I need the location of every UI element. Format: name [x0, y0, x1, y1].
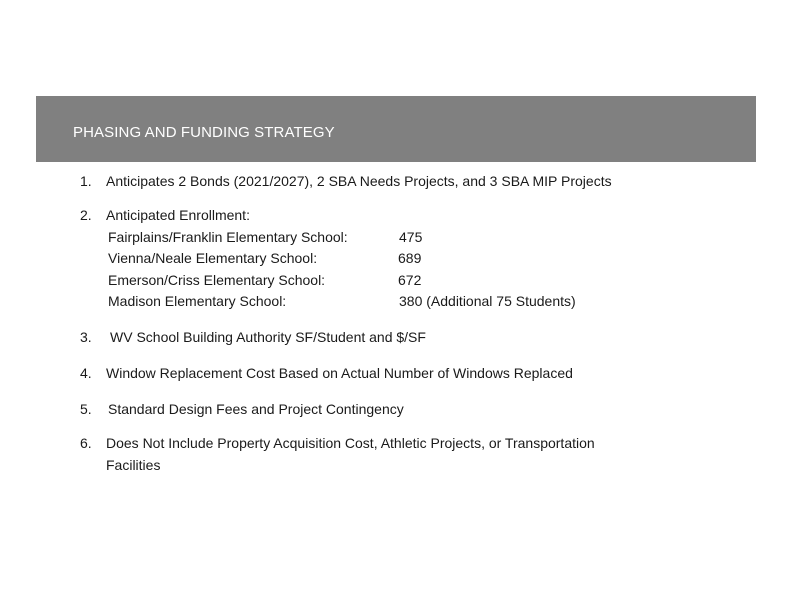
list-item-text-continued: Facilities — [106, 457, 161, 473]
enrollment-count: 689 — [398, 250, 422, 266]
header-banner — [36, 96, 756, 162]
list-item-number: 1. — [80, 173, 92, 189]
list-item-text: Anticipated Enrollment: — [106, 207, 250, 223]
list-item-number: 6. — [80, 435, 92, 451]
list-item-number: 2. — [80, 207, 92, 223]
page-title: PHASING AND FUNDING STRATEGY — [73, 124, 335, 141]
list-item-text: Standard Design Fees and Project Contingency — [108, 401, 404, 417]
list-item-number: 5. — [80, 401, 92, 417]
school-name: Emerson/Criss Elementary School: — [108, 272, 326, 288]
enrollment-count: 380 (Additional 75 Students) — [399, 293, 576, 309]
school-name: Madison Elementary School: — [108, 293, 287, 309]
enrollment-count: 475 — [399, 229, 423, 245]
list-item-number: 4. — [80, 365, 92, 381]
enrollment-count: 672 — [398, 272, 422, 288]
school-name: Fairplains/Franklin Elementary School: — [108, 229, 348, 245]
school-name: Vienna/Neale Elementary School: — [108, 250, 318, 266]
list-item-text: Does Not Include Property Acquisition Cost, Athletic Projects, or Transportation — [106, 435, 595, 451]
list-item-text: Anticipates 2 Bonds (2021/2027), 2 SBA Needs Projects, and 3 SBA MIP Projects — [106, 173, 612, 189]
list-item-text: WV School Building Authority SF/Student and $/SF — [110, 329, 426, 345]
list-item-text: Window Replacement Cost Based on Actual Number of Windows Replaced — [106, 365, 573, 381]
list-item-number: 3. — [80, 329, 92, 345]
